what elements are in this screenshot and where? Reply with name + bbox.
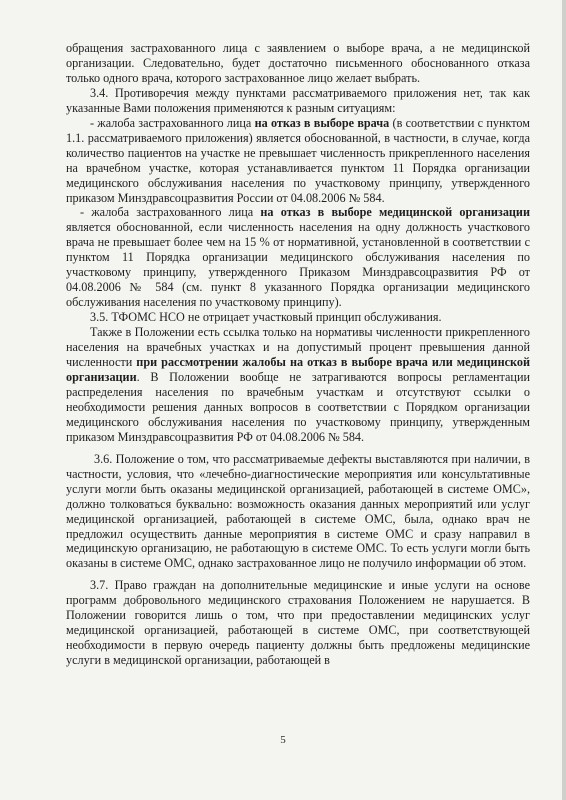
text-run: 3.4. Противоречия между пунктами рассматриваемого приложения нет, так как указанные Вами положения применяются к разным ситуациям: bbox=[66, 85, 530, 115]
text-run: 3.6. Положение о том, что рассматриваемые дефекты выставляются при наличии, в частности, условия, что «лечебно-диагностические мероприятия или консультативные услуги могли быть оказаны медицинской организацией, работающей в системе ОМС», должно толковаться буквально: возможность оказания данных мероприятий или услуг медицинской организацией, работающей в системе ОМС, была, однако врач не предложил осуществить данные мероприятия в системе ОМС и сразу направил в медицинскую организацию, не работающую в системе ОМС. То есть услуги могли быть оказаны в системе ОМС, однако застрахованное лицо не получило информации об этом. bbox=[66, 451, 530, 571]
paragraph bbox=[66, 578, 530, 668]
text-run: 3.5. ТФОМС НСО не отрицает участковый принцип обслуживания. bbox=[90, 310, 442, 325]
paragraph bbox=[66, 86, 530, 116]
text-run: (в соответствии с пунктом 1.1. рассматриваемого приложения) является обоснованной, в частности, в случае, когда количество пациентов на участке не превышает численность прикрепленного населения на врачебном участке, которая устанавливается пунктом 11 Порядка организации медицинского обслуживания населения по участковому принципу, утвержденного приказом Минздравсоцразвития России от 04.08.2006 № 584. bbox=[66, 115, 530, 205]
bold-text-run: при рассмотрении жалобы на отказ в выборе врача или медицинской организации bbox=[66, 355, 530, 384]
paragraph bbox=[66, 205, 530, 310]
paragraph bbox=[66, 116, 530, 206]
text-run: является обоснованной, если численность населения на одну должность участкового врача не превышает более чем на 15 % от нормативной, установленной в соответствии с пунктом 11 Порядка организации медицинского обслуживания населения по участковому принципу, утвержденного Приказом Минздравсоцразвития РФ от 04.08.2006 № 584 (см. пункт 8 указанного Порядка организации медицинского обслуживания населения по участковому принципу). bbox=[66, 220, 530, 310]
paragraph bbox=[66, 310, 530, 325]
text-run: 3.7. Право граждан на дополнительные медицинские и иные услуги на основе программ добровольного медицинского страхования Положением не нарушается. В Положении говорится лишь о том, что при предоставлении медицинских услуг медицинской организацией, работающей в системе ОМС, при соответствующей необходимости в первую очередь пациенту должны быть предложены медицинские услуги в медицинской организации, работающей в bbox=[66, 578, 530, 668]
paragraph bbox=[66, 452, 530, 572]
paragraph bbox=[66, 41, 530, 86]
paragraph bbox=[66, 325, 530, 445]
text-run: . В Положении вообще не затрагиваются вопросы регламентации распределения населения по врачебным участкам и отсутствуют ссылки о необходимости решения данных вопросов в соответствии с Порядком организации медицинского обслуживания населения по участковому принципу, утвержденным приказом Минздравсоцразвития РФ от 04.08.2006 № 584. bbox=[66, 369, 530, 444]
bold-text-run: на отказ в выборе врача bbox=[254, 115, 390, 130]
document-body bbox=[66, 41, 530, 668]
text-run: - жалоба застрахованного лица bbox=[80, 205, 261, 220]
page-number: 5 bbox=[280, 734, 286, 746]
text-run: обращения застрахованного лица с заявлением о выборе врача, а не медицинской организации. Следовательно, будет достаточно письменного обоснованного отказа только одного врача, которого застрахованное лицо желает выбрать. bbox=[66, 41, 530, 85]
text-run: Также в Положении есть ссылка только на нормативы численности прикрепленного населения на врачебных участках и на допустимый процент превышения данной численности bbox=[66, 325, 530, 370]
text-run: - жалоба застрахованного лица bbox=[90, 115, 255, 130]
page-edge bbox=[562, 0, 566, 800]
bold-text-run: на отказ в выборе медицинской организации bbox=[260, 205, 530, 220]
